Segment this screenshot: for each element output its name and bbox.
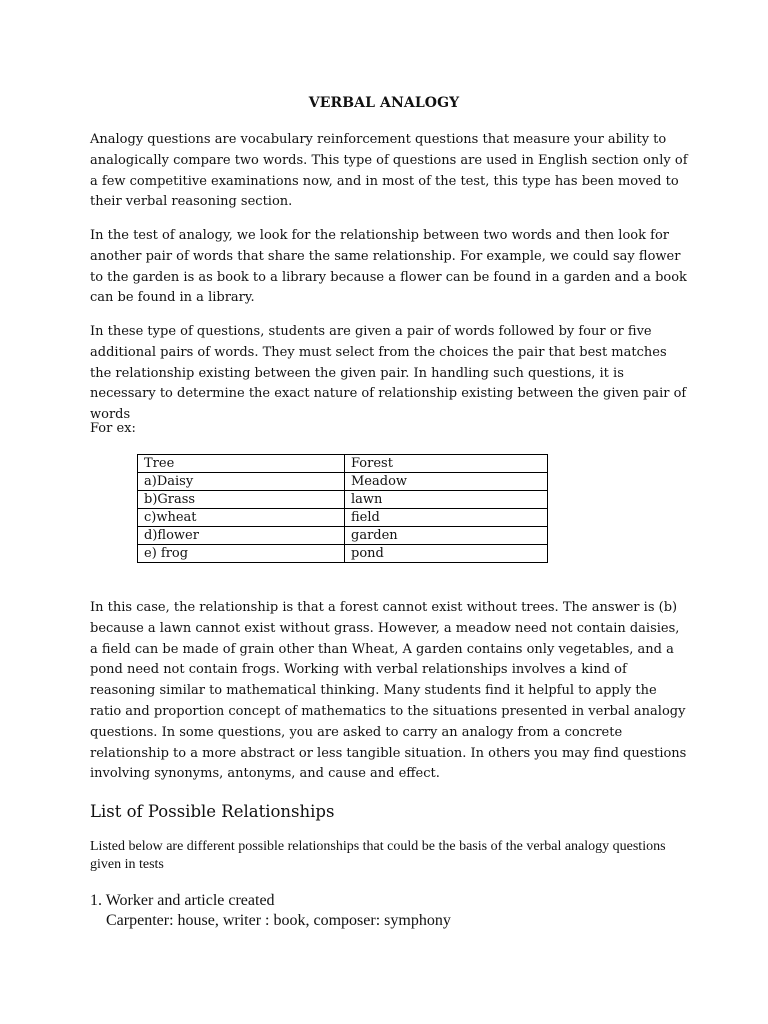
table-cell: Tree <box>138 455 345 473</box>
intro-paragraph: Analogy questions are vocabulary reinforcement questions that measure your ability to analogically compare two words. This type of questions are used in English section only of a few competitive examinations now, and in most of the test, this type has been moved to their verbal reasoning section. <box>90 132 688 210</box>
example-table <box>137 454 548 563</box>
table-row <box>138 509 548 527</box>
table-row <box>138 527 548 545</box>
table-cell: field <box>345 509 548 527</box>
relationship-item-example: Carpenter: house, writer : book, composer: symphony <box>106 912 451 929</box>
definition-paragraph: In the test of analogy, we look for the relationship between two words and then look for another pair of words that share the same relationship. For example, we could say flower to the garden is as book to a library because a flower can be found in a garden and a book can be found in a library. <box>90 228 687 306</box>
section-intro: Listed below are different possible relationships that could be the basis of the verbal analogy questions given in tests <box>90 839 666 872</box>
table-row <box>138 473 548 491</box>
table-cell: e) frog <box>138 545 345 563</box>
table-row <box>138 491 548 509</box>
table-cell: c)wheat <box>138 509 345 527</box>
table-cell: a)Daisy <box>138 473 345 491</box>
table-row <box>138 545 548 563</box>
explanation-paragraph: In this case, the relationship is that a forest cannot exist without trees. The answer is (b) because a lawn cannot exist without grass. However, a meadow need not contain daisies, a field can be made of grain other than Wheat, A garden contains only vegetables, and a pond need not contain frogs. Working with verbal relationships involves a kind of reasoning similar to mathematical thinking. Many students find it helpful to apply the ratio and proportion concept of mathematics to the situations presented in verbal analogy questions. In some questions, you are asked to carry an analogy from a concrete relationship to a more abstract or less tangible situation. In others you may find questions involving synonyms, antonyms, and cause and effect. <box>90 600 687 782</box>
example-label: For ex: <box>90 421 136 436</box>
table-cell: Meadow <box>345 473 548 491</box>
table-cell: pond <box>345 545 548 563</box>
table-cell: garden <box>345 527 548 545</box>
table-row <box>138 455 548 473</box>
table-cell: b)Grass <box>138 491 345 509</box>
table-cell: lawn <box>345 491 548 509</box>
relationship-item-title: 1. Worker and article created <box>90 892 275 909</box>
table-cell: Forest <box>345 455 548 473</box>
document-title: VERBAL ANALOGY <box>308 95 460 111</box>
section-heading: List of Possible Relationships <box>90 802 335 821</box>
table-cell: d)flower <box>138 527 345 545</box>
question-format-paragraph: In these type of questions, students are given a pair of words followed by four or five additional pairs of words. They must select from the choices the pair that best matches the relationship existing between the given pair. In handling such questions, it is necessary to determine the exact nature of relationship existing between the given pair of words <box>90 324 687 423</box>
